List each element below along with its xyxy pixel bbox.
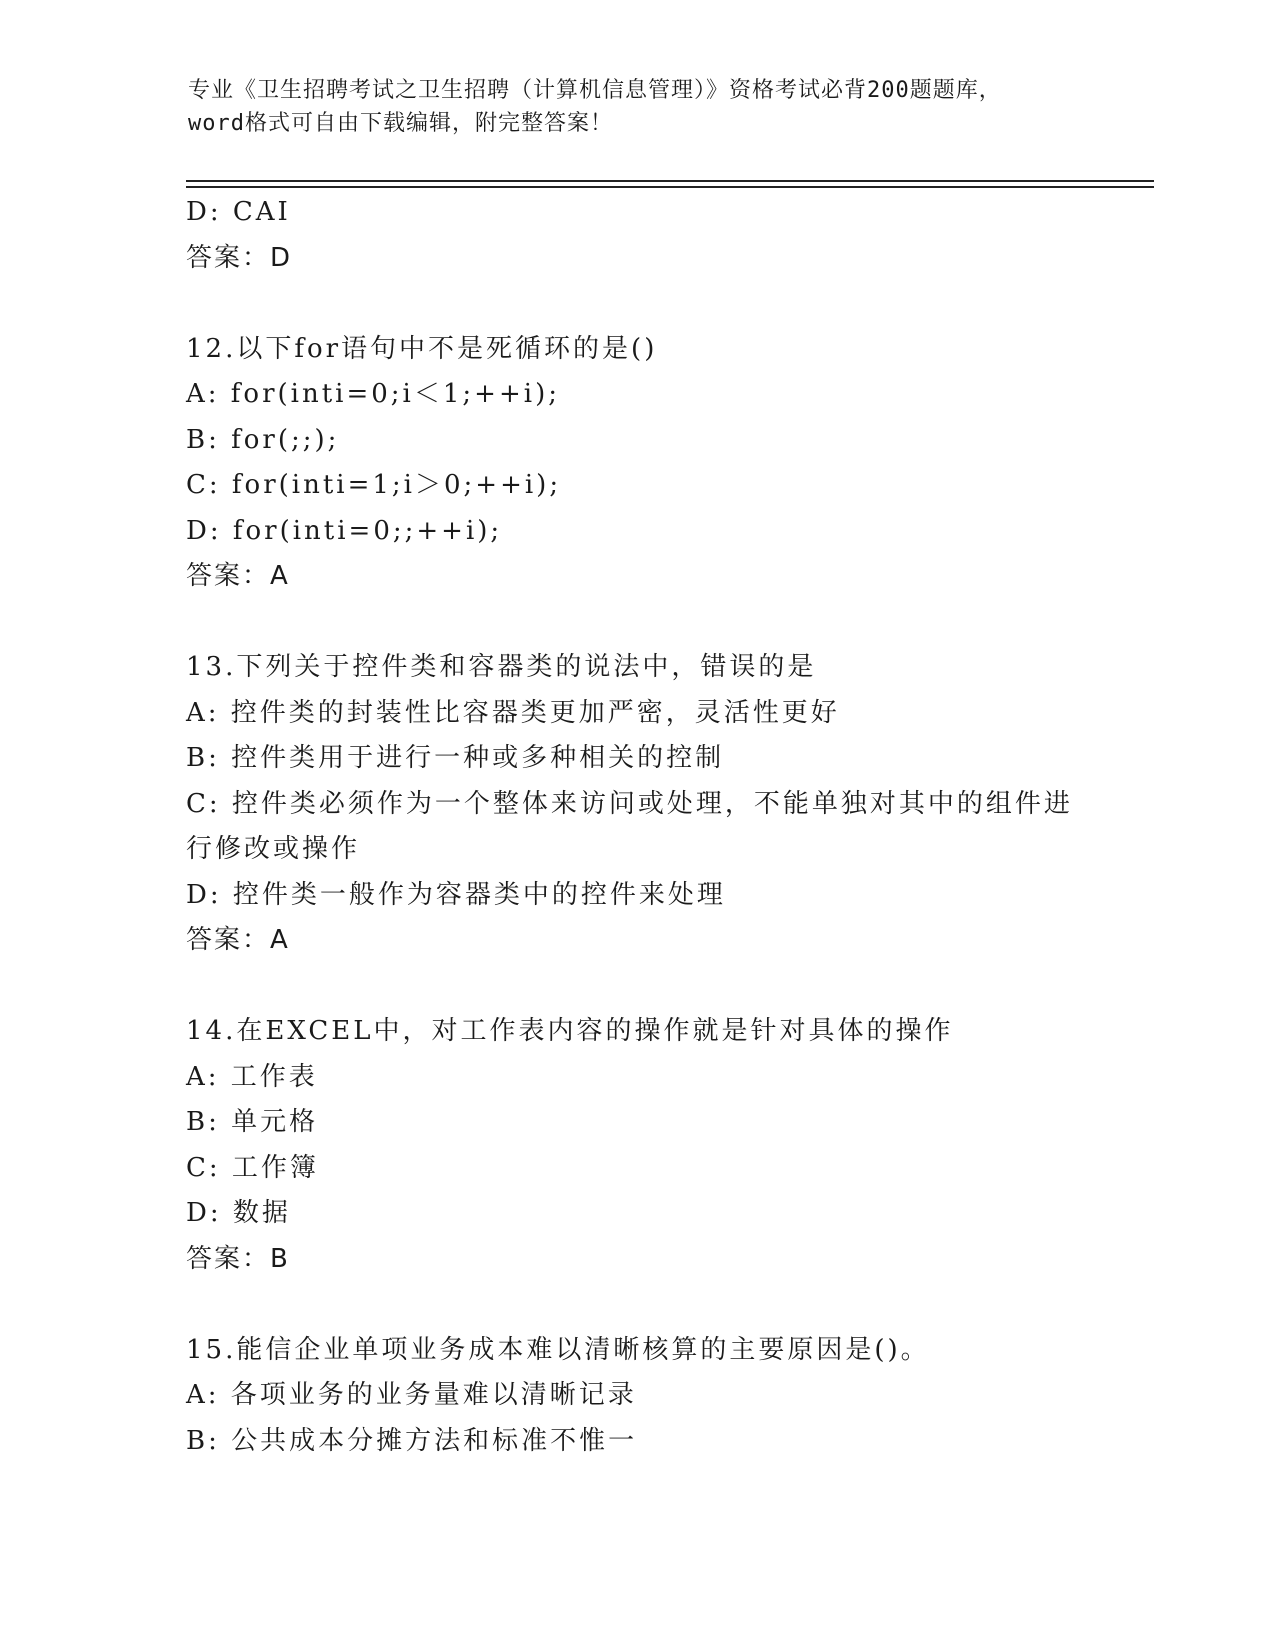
answer: 答案：A <box>186 561 290 591</box>
question-12 <box>186 327 1106 600</box>
option-d: D: 数据 <box>186 1198 291 1228</box>
option-c: C: 工作簿 <box>186 1152 319 1183</box>
option-d: D: 控件类一般作为容器类中的控件来处理 <box>186 879 726 910</box>
answer: 答案：A <box>186 925 290 955</box>
option-c: C: for(inti=1;i＞0;++i); <box>186 470 562 500</box>
option-c-continued: 行修改或操作 <box>186 834 361 864</box>
question-13 <box>186 645 1106 964</box>
document-header <box>188 74 1088 140</box>
option-a: A: for(inti=0;i＜1;++i); <box>186 379 560 409</box>
option-a: A: 工作表 <box>186 1061 318 1092</box>
question-text: 13.下列关于控件类和容器类的说法中，错误的是 <box>186 652 817 682</box>
header-line-2: word格式可自由下载编辑，附完整答案！ <box>188 111 613 136</box>
question-list <box>186 190 1106 1464</box>
option-a: A: 控件类的封装性比容器类更加严密，灵活性更好 <box>186 697 840 728</box>
question-text: 15.能信企业单项业务成本难以清晰核算的主要原因是()。 <box>186 1334 930 1365</box>
header-line-1: 专业《卫生招聘考试之卫生招聘（计算机信息管理）》资格考试必背200题题库， <box>188 78 1002 103</box>
question-14 <box>186 1009 1106 1282</box>
spacer <box>186 1282 1106 1328</box>
header-divider-bottom <box>186 186 1154 188</box>
option-d: D: CAI <box>186 197 291 227</box>
question-text: 12.以下for语句中不是死循环的是() <box>186 333 658 364</box>
previous-question-tail <box>186 190 1106 281</box>
question-text: 14.在EXCEL中，对工作表内容的操作就是针对具体的操作 <box>186 1016 954 1046</box>
option-c: C: 控件类必须作为一个整体来访问或处理，不能单独对其中的组件进 <box>186 788 1073 819</box>
question-15 <box>186 1328 1106 1465</box>
answer: 答案：D <box>186 242 293 273</box>
option-b: B: 公共成本分摊方法和标准不惟一 <box>186 1425 638 1456</box>
header-divider-top <box>186 180 1154 182</box>
spacer <box>186 964 1106 1010</box>
option-b: B: 单元格 <box>186 1107 319 1137</box>
option-d: D: for(inti=0;;++i); <box>186 515 503 546</box>
option-a: A: 各项业务的业务量难以清晰记录 <box>186 1380 637 1410</box>
spacer <box>186 600 1106 646</box>
option-b: B: 控件类用于进行一种或多种相关的控制 <box>186 743 725 773</box>
option-b: B: for(;;); <box>186 424 340 455</box>
spacer <box>186 281 1106 327</box>
answer: 答案：B <box>186 1243 290 1274</box>
